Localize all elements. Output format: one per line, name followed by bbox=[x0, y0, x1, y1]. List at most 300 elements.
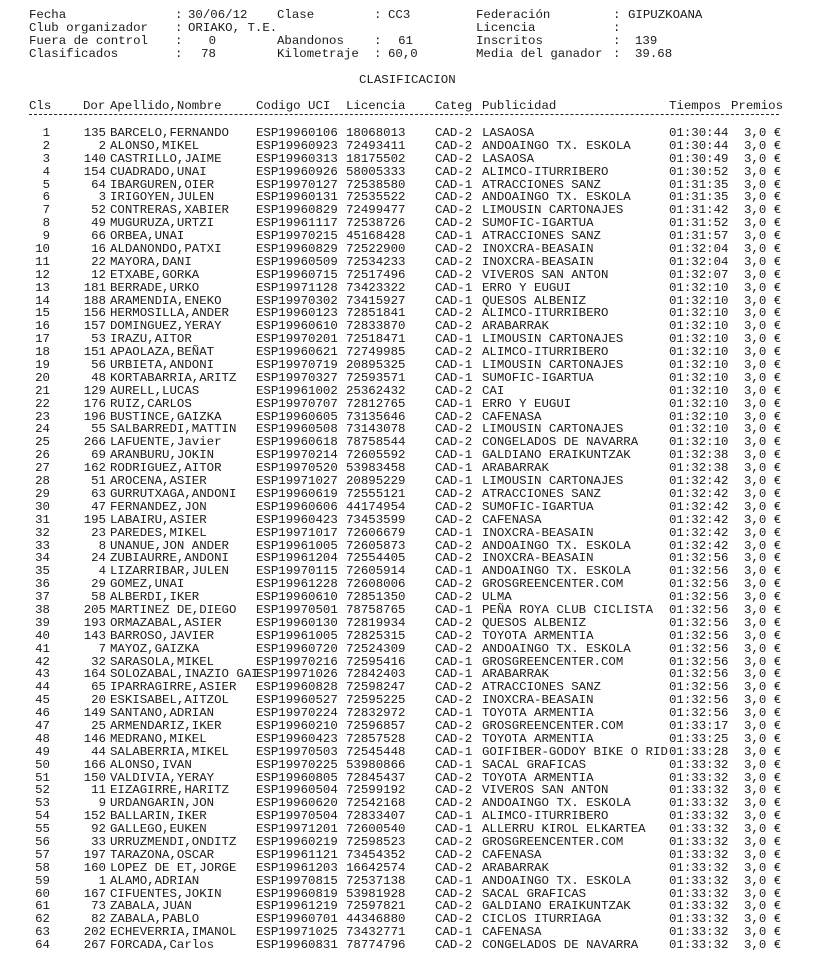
cell-uci: ESP19960720 bbox=[256, 641, 338, 656]
cell-publicidad: ARABARRAK bbox=[482, 667, 549, 682]
cell-cls: 5 bbox=[42, 177, 50, 192]
table-row bbox=[0, 759, 835, 772]
cell-tiempo: 01:31:42 bbox=[669, 203, 729, 218]
cell-categ: CAD-1 bbox=[435, 293, 473, 308]
cell-dor: 196 bbox=[83, 409, 106, 424]
cell-publicidad: ANDOAINGO TX. ESKOLA bbox=[482, 138, 631, 153]
cell-cls: 42 bbox=[35, 654, 50, 669]
table-row bbox=[0, 720, 835, 733]
cell-publicidad: ERRO Y EUGUI bbox=[482, 396, 572, 411]
table-row bbox=[0, 372, 835, 385]
cell-licencia: 72851350 bbox=[346, 590, 406, 605]
cell-dor: 29 bbox=[91, 577, 106, 592]
cell-publicidad: CAFENASA bbox=[482, 847, 542, 862]
cell-licencia: 53980866 bbox=[346, 757, 406, 772]
cell-cls: 33 bbox=[35, 538, 50, 553]
cell-categ: CAD-2 bbox=[435, 151, 473, 166]
cell-publicidad: SUMOFIC-IGARTUA bbox=[482, 370, 594, 385]
cell-uci: ESP19960423 bbox=[256, 512, 338, 527]
cell-tiempo: 01:32:10 bbox=[669, 370, 729, 385]
cell-publicidad: TOYOTA ARMENTIA bbox=[482, 706, 594, 721]
cell-dor: 9 bbox=[98, 796, 106, 811]
cell-premio: 3,0 € bbox=[744, 770, 782, 785]
cell-tiempo: 01:32:42 bbox=[669, 525, 729, 540]
cell-cls: 32 bbox=[35, 525, 50, 540]
cell-nombre: CIFUENTES,JOKIN bbox=[110, 886, 222, 901]
cell-dor: 51 bbox=[91, 474, 106, 489]
cell-nombre: SOLOZABAL,INAZIO GAI bbox=[110, 667, 259, 682]
cell-uci: ESP19961219 bbox=[256, 899, 338, 914]
cell-tiempo: 01:33:32 bbox=[669, 899, 729, 914]
cell-licencia: 44174954 bbox=[346, 499, 406, 514]
cell-categ: CAD-2 bbox=[435, 345, 473, 360]
cell-cls: 2 bbox=[42, 138, 50, 153]
cell-categ: CAD-2 bbox=[435, 796, 473, 811]
cell-licencia: 73135646 bbox=[346, 409, 406, 424]
cell-categ: CAD-2 bbox=[435, 422, 473, 437]
cell-premio: 3,0 € bbox=[744, 280, 782, 295]
table-row bbox=[0, 849, 835, 862]
cell-categ: CAD-2 bbox=[435, 783, 473, 798]
cell-tiempo: 01:32:10 bbox=[669, 293, 729, 308]
cell-tiempo: 01:33:17 bbox=[669, 718, 729, 733]
cell-tiempo: 01:32:42 bbox=[669, 499, 729, 514]
table-row bbox=[0, 939, 835, 952]
cell-tiempo: 01:32:10 bbox=[669, 280, 729, 295]
colon: : bbox=[175, 47, 183, 61]
cell-uci: ESP19960606 bbox=[256, 499, 338, 514]
cell-dor: 267 bbox=[83, 938, 106, 953]
cell-categ: CAD-2 bbox=[435, 538, 473, 553]
cell-categ: CAD-1 bbox=[435, 448, 473, 463]
cell-tiempo: 01:33:32 bbox=[669, 847, 729, 862]
cell-uci: ESP19960819 bbox=[256, 886, 338, 901]
table-row bbox=[0, 475, 835, 488]
kilometraje-label: Kilometraje bbox=[277, 47, 359, 61]
cell-premio: 3,0 € bbox=[744, 409, 782, 424]
cell-publicidad: CICLOS ITURRIAGA bbox=[482, 912, 601, 927]
cell-nombre: MARTINEZ DE,DIEGO bbox=[110, 602, 237, 617]
cell-licencia: 45168428 bbox=[346, 229, 406, 244]
cell-premio: 3,0 € bbox=[744, 216, 782, 231]
cell-uci: ESP19960131 bbox=[256, 190, 338, 205]
cell-nombre: MAYOZ,GAIZKA bbox=[110, 641, 200, 656]
cell-nombre: ZUBIAURRE,ANDONI bbox=[110, 551, 229, 566]
cell-tiempo: 01:32:10 bbox=[669, 435, 729, 450]
cell-uci: ESP19970215 bbox=[256, 229, 338, 244]
cell-premio: 3,0 € bbox=[744, 809, 782, 824]
cell-cls: 46 bbox=[35, 706, 50, 721]
cell-premio: 3,0 € bbox=[744, 899, 782, 914]
cell-uci: ESP19960701 bbox=[256, 912, 338, 927]
cell-licencia: 72596857 bbox=[346, 718, 406, 733]
cell-dor: 25 bbox=[91, 718, 106, 733]
cell-nombre: LOPEZ DE ET,JORGE bbox=[110, 860, 237, 875]
cell-premio: 3,0 € bbox=[744, 448, 782, 463]
cell-dor: 149 bbox=[83, 706, 106, 721]
cell-cls: 51 bbox=[35, 770, 50, 785]
cell-dor: 64 bbox=[91, 177, 106, 192]
cell-premio: 3,0 € bbox=[744, 654, 782, 669]
cell-categ: CAD-1 bbox=[435, 925, 473, 940]
federacion-label: Federación bbox=[476, 8, 551, 22]
cell-tiempo: 01:32:07 bbox=[669, 267, 729, 282]
cell-premio: 3,0 € bbox=[744, 435, 782, 450]
cell-dor: 22 bbox=[91, 254, 106, 269]
cell-publicidad: ULMA bbox=[482, 590, 512, 605]
cell-licencia: 72517496 bbox=[346, 267, 406, 282]
cell-uci: ESP19970127 bbox=[256, 177, 338, 192]
cell-uci: ESP19960106 bbox=[256, 126, 338, 140]
cell-licencia: 72833407 bbox=[346, 809, 406, 824]
cell-licencia: 53983458 bbox=[346, 461, 406, 476]
cell-uci: ESP19961117 bbox=[256, 216, 338, 231]
cell-dor: 44 bbox=[91, 744, 106, 759]
cell-publicidad: TOYOTA ARMENTIA bbox=[482, 731, 594, 746]
table-row bbox=[0, 127, 835, 140]
cell-tiempo: 01:32:10 bbox=[669, 422, 729, 437]
federacion-value: GIPUZKOANA bbox=[628, 8, 703, 22]
cell-dor: 152 bbox=[83, 809, 106, 824]
cell-premio: 3,0 € bbox=[744, 783, 782, 798]
cell-categ: CAD-1 bbox=[435, 525, 473, 540]
cell-publicidad: ARABARRAK bbox=[482, 319, 549, 334]
cell-dor: 32 bbox=[91, 654, 106, 669]
cell-premio: 3,0 € bbox=[744, 847, 782, 862]
cell-nombre: ESKISABEL,AITZOL bbox=[110, 693, 229, 708]
cell-uci: ESP19971027 bbox=[256, 474, 338, 489]
cell-nombre: BARCELO,FERNANDO bbox=[110, 126, 229, 140]
table-row bbox=[0, 604, 835, 617]
table-row bbox=[0, 488, 835, 501]
cell-publicidad: GROSGREENCENTER.COM bbox=[482, 654, 624, 669]
cell-cls: 15 bbox=[35, 306, 50, 321]
cell-categ: CAD-1 bbox=[435, 667, 473, 682]
cell-publicidad: ALIMCO-ITURRIBERO bbox=[482, 306, 609, 321]
cell-premio: 3,0 € bbox=[744, 461, 782, 476]
cell-nombre: ORBEA,UNAI bbox=[110, 229, 185, 244]
cell-categ: CAD-2 bbox=[435, 847, 473, 862]
cell-tiempo: 01:32:38 bbox=[669, 461, 729, 476]
cell-tiempo: 01:32:10 bbox=[669, 358, 729, 373]
cell-uci: ESP19960423 bbox=[256, 731, 338, 746]
cell-tiempo: 01:33:32 bbox=[669, 770, 729, 785]
cell-nombre: ECHEVERRIA,IMANOL bbox=[110, 925, 237, 940]
cell-nombre: ALONSO,MIKEL bbox=[110, 138, 200, 153]
cell-publicidad: LASAOSA bbox=[482, 151, 535, 166]
table-row bbox=[0, 617, 835, 630]
cell-premio: 3,0 € bbox=[744, 912, 782, 927]
cell-cls: 23 bbox=[35, 409, 50, 424]
cell-publicidad: ANDOAINGO TX. ESKOLA bbox=[482, 190, 631, 205]
cell-tiempo: 01:32:56 bbox=[669, 551, 729, 566]
cell-categ: CAD-2 bbox=[435, 164, 473, 179]
inscritos-label: Inscritos bbox=[476, 34, 543, 48]
cell-publicidad: INOXCRA-BEASAIN bbox=[482, 525, 594, 540]
cell-tiempo: 01:32:04 bbox=[669, 242, 729, 257]
cell-licencia: 20895229 bbox=[346, 474, 406, 489]
cell-nombre: ALDANONDO,PATXI bbox=[110, 242, 222, 257]
cell-publicidad: ATRACCIONES SANZ bbox=[482, 486, 601, 501]
table-row bbox=[0, 643, 835, 656]
cell-dor: 65 bbox=[91, 680, 106, 695]
fecha-value: 30/06/12 bbox=[188, 8, 248, 22]
cell-categ: CAD-1 bbox=[435, 396, 473, 411]
cell-cls: 7 bbox=[42, 203, 50, 218]
cell-licencia: 72812765 bbox=[346, 396, 406, 411]
cell-cls: 21 bbox=[35, 383, 50, 398]
cell-publicidad: ALLERRU KIROL ELKARTEA bbox=[482, 822, 646, 837]
cell-dor: 55 bbox=[91, 422, 106, 437]
cell-publicidad: ATRACCIONES SANZ bbox=[482, 680, 601, 695]
cell-publicidad: GROSGREENCENTER.COM bbox=[482, 718, 624, 733]
cell-cls: 57 bbox=[35, 847, 50, 862]
cell-publicidad: LIMOUSIN CARTONAJES bbox=[482, 332, 624, 347]
cell-nombre: UNANUE,JON ANDER bbox=[110, 538, 229, 553]
cell-publicidad: ATRACCIONES SANZ bbox=[482, 177, 601, 192]
cell-tiempo: 01:32:10 bbox=[669, 396, 729, 411]
table-header bbox=[0, 100, 835, 113]
cell-cls: 60 bbox=[35, 886, 50, 901]
cell-categ: CAD-2 bbox=[435, 126, 473, 140]
cell-licencia: 72595225 bbox=[346, 693, 406, 708]
cell-uci: ESP19970501 bbox=[256, 602, 338, 617]
cell-categ: CAD-1 bbox=[435, 654, 473, 669]
cell-nombre: CONTRERAS,XABIER bbox=[110, 203, 229, 218]
cell-licencia: 72832972 bbox=[346, 706, 406, 721]
cell-categ: CAD-1 bbox=[435, 602, 473, 617]
cell-uci: ESP19960923 bbox=[256, 138, 338, 153]
cell-dor: 150 bbox=[83, 770, 106, 785]
cell-uci: ESP19960508 bbox=[256, 422, 338, 437]
cell-licencia: 72524309 bbox=[346, 641, 406, 656]
cell-premio: 3,0 € bbox=[744, 164, 782, 179]
cell-dor: 8 bbox=[98, 538, 106, 553]
cell-uci: ESP19960527 bbox=[256, 693, 338, 708]
table-row bbox=[0, 269, 835, 282]
cell-tiempo: 01:32:56 bbox=[669, 590, 729, 605]
cell-premio: 3,0 € bbox=[744, 551, 782, 566]
colon: : bbox=[374, 34, 382, 48]
cell-licencia: 53981928 bbox=[346, 886, 406, 901]
cell-categ: CAD-2 bbox=[435, 306, 473, 321]
colon: : bbox=[374, 47, 382, 61]
cell-publicidad: QUESOS ALBENIZ bbox=[482, 615, 587, 630]
cell-cls: 17 bbox=[35, 332, 50, 347]
cell-cls: 10 bbox=[35, 242, 50, 257]
cell-dor: 188 bbox=[83, 293, 106, 308]
clasificados-label: Clasificados bbox=[29, 47, 119, 61]
cell-categ: CAD-2 bbox=[435, 216, 473, 231]
cell-nombre: LABAIRU,ASIER bbox=[110, 512, 207, 527]
cell-categ: CAD-2 bbox=[435, 435, 473, 450]
fecha-label: Fecha bbox=[29, 8, 67, 22]
cell-cls: 44 bbox=[35, 680, 50, 695]
cell-premio: 3,0 € bbox=[744, 319, 782, 334]
cell-cls: 58 bbox=[35, 860, 50, 875]
cell-categ: CAD-2 bbox=[435, 628, 473, 643]
cell-publicidad: SUMOFIC-IGARTUA bbox=[482, 216, 594, 231]
cell-dor: 197 bbox=[83, 847, 106, 862]
cell-categ: CAD-2 bbox=[435, 138, 473, 153]
fuera-label: Fuera de control bbox=[29, 34, 148, 48]
colon: : bbox=[175, 8, 183, 22]
cell-nombre: MAYORA,DANI bbox=[110, 254, 192, 269]
cell-nombre: RODRIGUEZ,AITOR bbox=[110, 461, 222, 476]
cell-publicidad: GALDIANO ERAIKUNTZAK bbox=[482, 448, 631, 463]
cell-dor: 12 bbox=[91, 267, 106, 282]
cell-publicidad: GALDIANO ERAIKUNTZAK bbox=[482, 899, 631, 914]
cell-cls: 45 bbox=[35, 693, 50, 708]
cell-licencia: 72825315 bbox=[346, 628, 406, 643]
cell-dor: 33 bbox=[91, 834, 106, 849]
cell-premio: 3,0 € bbox=[744, 822, 782, 837]
cell-uci: ESP19960829 bbox=[256, 242, 338, 257]
inscritos-value: 139 bbox=[635, 34, 658, 48]
cell-nombre: IRAZU,AITOR bbox=[110, 332, 192, 347]
cell-categ: CAD-2 bbox=[435, 886, 473, 901]
cell-cls: 61 bbox=[35, 899, 50, 914]
cell-publicidad: CONGELADOS DE NAVARRA bbox=[482, 435, 639, 450]
cell-publicidad: ALIMCO-ITURRIBERO bbox=[482, 809, 609, 824]
cell-publicidad: LIMOUSIN CARTONAJES bbox=[482, 422, 624, 437]
cell-licencia: 72851841 bbox=[346, 306, 406, 321]
cell-cls: 12 bbox=[35, 267, 50, 282]
cell-premio: 3,0 € bbox=[744, 203, 782, 218]
cell-premio: 3,0 € bbox=[744, 564, 782, 579]
cell-premio: 3,0 € bbox=[744, 615, 782, 630]
cell-nombre: LIZARRIBAR,JULEN bbox=[110, 564, 229, 579]
cell-premio: 3,0 € bbox=[744, 177, 782, 192]
cell-publicidad: ALIMCO-ITURRIBERO bbox=[482, 164, 609, 179]
cell-premio: 3,0 € bbox=[744, 242, 782, 257]
cell-uci: ESP19970201 bbox=[256, 332, 338, 347]
cell-licencia: 72545448 bbox=[346, 744, 406, 759]
cell-uci: ESP19970225 bbox=[256, 757, 338, 772]
cell-cls: 43 bbox=[35, 667, 50, 682]
cell-dor: 181 bbox=[83, 280, 106, 295]
cell-nombre: ETXABE,GORKA bbox=[110, 267, 200, 282]
cell-categ: CAD-1 bbox=[435, 358, 473, 373]
cell-publicidad: TOYOTA ARMENTIA bbox=[482, 628, 594, 643]
cell-categ: CAD-2 bbox=[435, 409, 473, 424]
cell-licencia: 72749985 bbox=[346, 345, 406, 360]
cell-dor: 4 bbox=[98, 564, 106, 579]
cell-premio: 3,0 € bbox=[744, 860, 782, 875]
cell-tiempo: 01:32:42 bbox=[669, 486, 729, 501]
cell-tiempo: 01:33:32 bbox=[669, 757, 729, 772]
cell-tiempo: 01:31:35 bbox=[669, 177, 729, 192]
table-row bbox=[0, 630, 835, 643]
cell-categ: CAD-1 bbox=[435, 332, 473, 347]
cell-uci: ESP19960926 bbox=[256, 164, 338, 179]
cell-uci: ESP19960715 bbox=[256, 267, 338, 282]
cell-premio: 3,0 € bbox=[744, 744, 782, 759]
cell-categ: CAD-2 bbox=[435, 860, 473, 875]
cell-tiempo: 01:33:32 bbox=[669, 873, 729, 888]
media-value: 39.68 bbox=[635, 47, 673, 61]
cell-dor: 164 bbox=[83, 667, 106, 682]
table-row bbox=[0, 256, 835, 269]
cell-nombre: AROCENA,ASIER bbox=[110, 474, 207, 489]
cell-uci: ESP19961203 bbox=[256, 860, 338, 875]
cell-licencia: 72499477 bbox=[346, 203, 406, 218]
cell-uci: ESP19970719 bbox=[256, 358, 338, 373]
cell-cls: 56 bbox=[35, 834, 50, 849]
cell-cls: 53 bbox=[35, 796, 50, 811]
cell-publicidad: ANDOAINGO TX. ESKOLA bbox=[482, 796, 631, 811]
cell-tiempo: 01:32:10 bbox=[669, 345, 729, 360]
cell-nombre: GOMEZ,UNAI bbox=[110, 577, 185, 592]
cell-licencia: 72595416 bbox=[346, 654, 406, 669]
cell-licencia: 18068013 bbox=[346, 126, 406, 140]
colon: : bbox=[374, 8, 382, 22]
cell-uci: ESP19970815 bbox=[256, 873, 338, 888]
cell-tiempo: 01:32:10 bbox=[669, 383, 729, 398]
cell-publicidad: ANDOAINGO TX. ESKOLA bbox=[482, 564, 631, 579]
col-uci: Codigo UCI bbox=[256, 99, 331, 113]
cell-licencia: 72537138 bbox=[346, 873, 406, 888]
table-row bbox=[0, 514, 835, 527]
cell-nombre: URBIETA,ANDONI bbox=[110, 358, 215, 373]
cell-nombre: BUSTINCE,GAIZKA bbox=[110, 409, 222, 424]
cell-premio: 3,0 € bbox=[744, 873, 782, 888]
cell-uci: ESP19970520 bbox=[256, 461, 338, 476]
cell-tiempo: 01:32:56 bbox=[669, 667, 729, 682]
cell-cls: 64 bbox=[35, 938, 50, 953]
cell-cls: 34 bbox=[35, 551, 50, 566]
cell-categ: CAD-2 bbox=[435, 680, 473, 695]
cell-publicidad: ATRACCIONES SANZ bbox=[482, 229, 601, 244]
cell-uci: ESP19960618 bbox=[256, 435, 338, 450]
cell-nombre: GALLEGO,EUKEN bbox=[110, 822, 207, 837]
cell-nombre: URRUZMENDI,ONDITZ bbox=[110, 834, 237, 849]
cell-uci: ESP19960313 bbox=[256, 151, 338, 166]
cell-dor: 3 bbox=[98, 190, 106, 205]
cell-licencia: 58005333 bbox=[346, 164, 406, 179]
cell-nombre: KORTABARRIA,ARITZ bbox=[110, 370, 237, 385]
cell-publicidad: INOXCRA-BEASAIN bbox=[482, 693, 594, 708]
cell-licencia: 73423322 bbox=[346, 280, 406, 295]
table-row bbox=[0, 140, 835, 153]
cell-uci: ESP19960504 bbox=[256, 783, 338, 798]
cell-licencia: 44346880 bbox=[346, 912, 406, 927]
cell-licencia: 20895325 bbox=[346, 358, 406, 373]
cell-uci: ESP19970214 bbox=[256, 448, 338, 463]
cell-licencia: 72842403 bbox=[346, 667, 406, 682]
col-cls: Cls bbox=[29, 99, 52, 113]
cell-licencia: 73143078 bbox=[346, 422, 406, 437]
report-title: CLASIFICACION bbox=[359, 73, 456, 87]
cell-cls: 11 bbox=[35, 254, 50, 269]
cell-tiempo: 01:33:32 bbox=[669, 886, 729, 901]
cell-categ: CAD-2 bbox=[435, 512, 473, 527]
cell-publicidad: TOYOTA ARMENTIA bbox=[482, 770, 594, 785]
cell-nombre: IBARGUREN,OIER bbox=[110, 177, 215, 192]
cell-tiempo: 01:30:44 bbox=[669, 138, 729, 153]
cell-publicidad: SUMOFIC-IGARTUA bbox=[482, 499, 594, 514]
cell-licencia: 72605592 bbox=[346, 448, 406, 463]
cell-publicidad: INOXCRA-BEASAIN bbox=[482, 551, 594, 566]
cell-nombre: BALLARIN,IKER bbox=[110, 809, 207, 824]
cell-premio: 3,0 € bbox=[744, 151, 782, 166]
cell-dor: 193 bbox=[83, 615, 106, 630]
cell-uci: ESP19960509 bbox=[256, 254, 338, 269]
cell-tiempo: 01:32:42 bbox=[669, 474, 729, 489]
cell-licencia: 72555121 bbox=[346, 486, 406, 501]
cell-categ: CAD-2 bbox=[435, 499, 473, 514]
cell-categ: CAD-2 bbox=[435, 834, 473, 849]
